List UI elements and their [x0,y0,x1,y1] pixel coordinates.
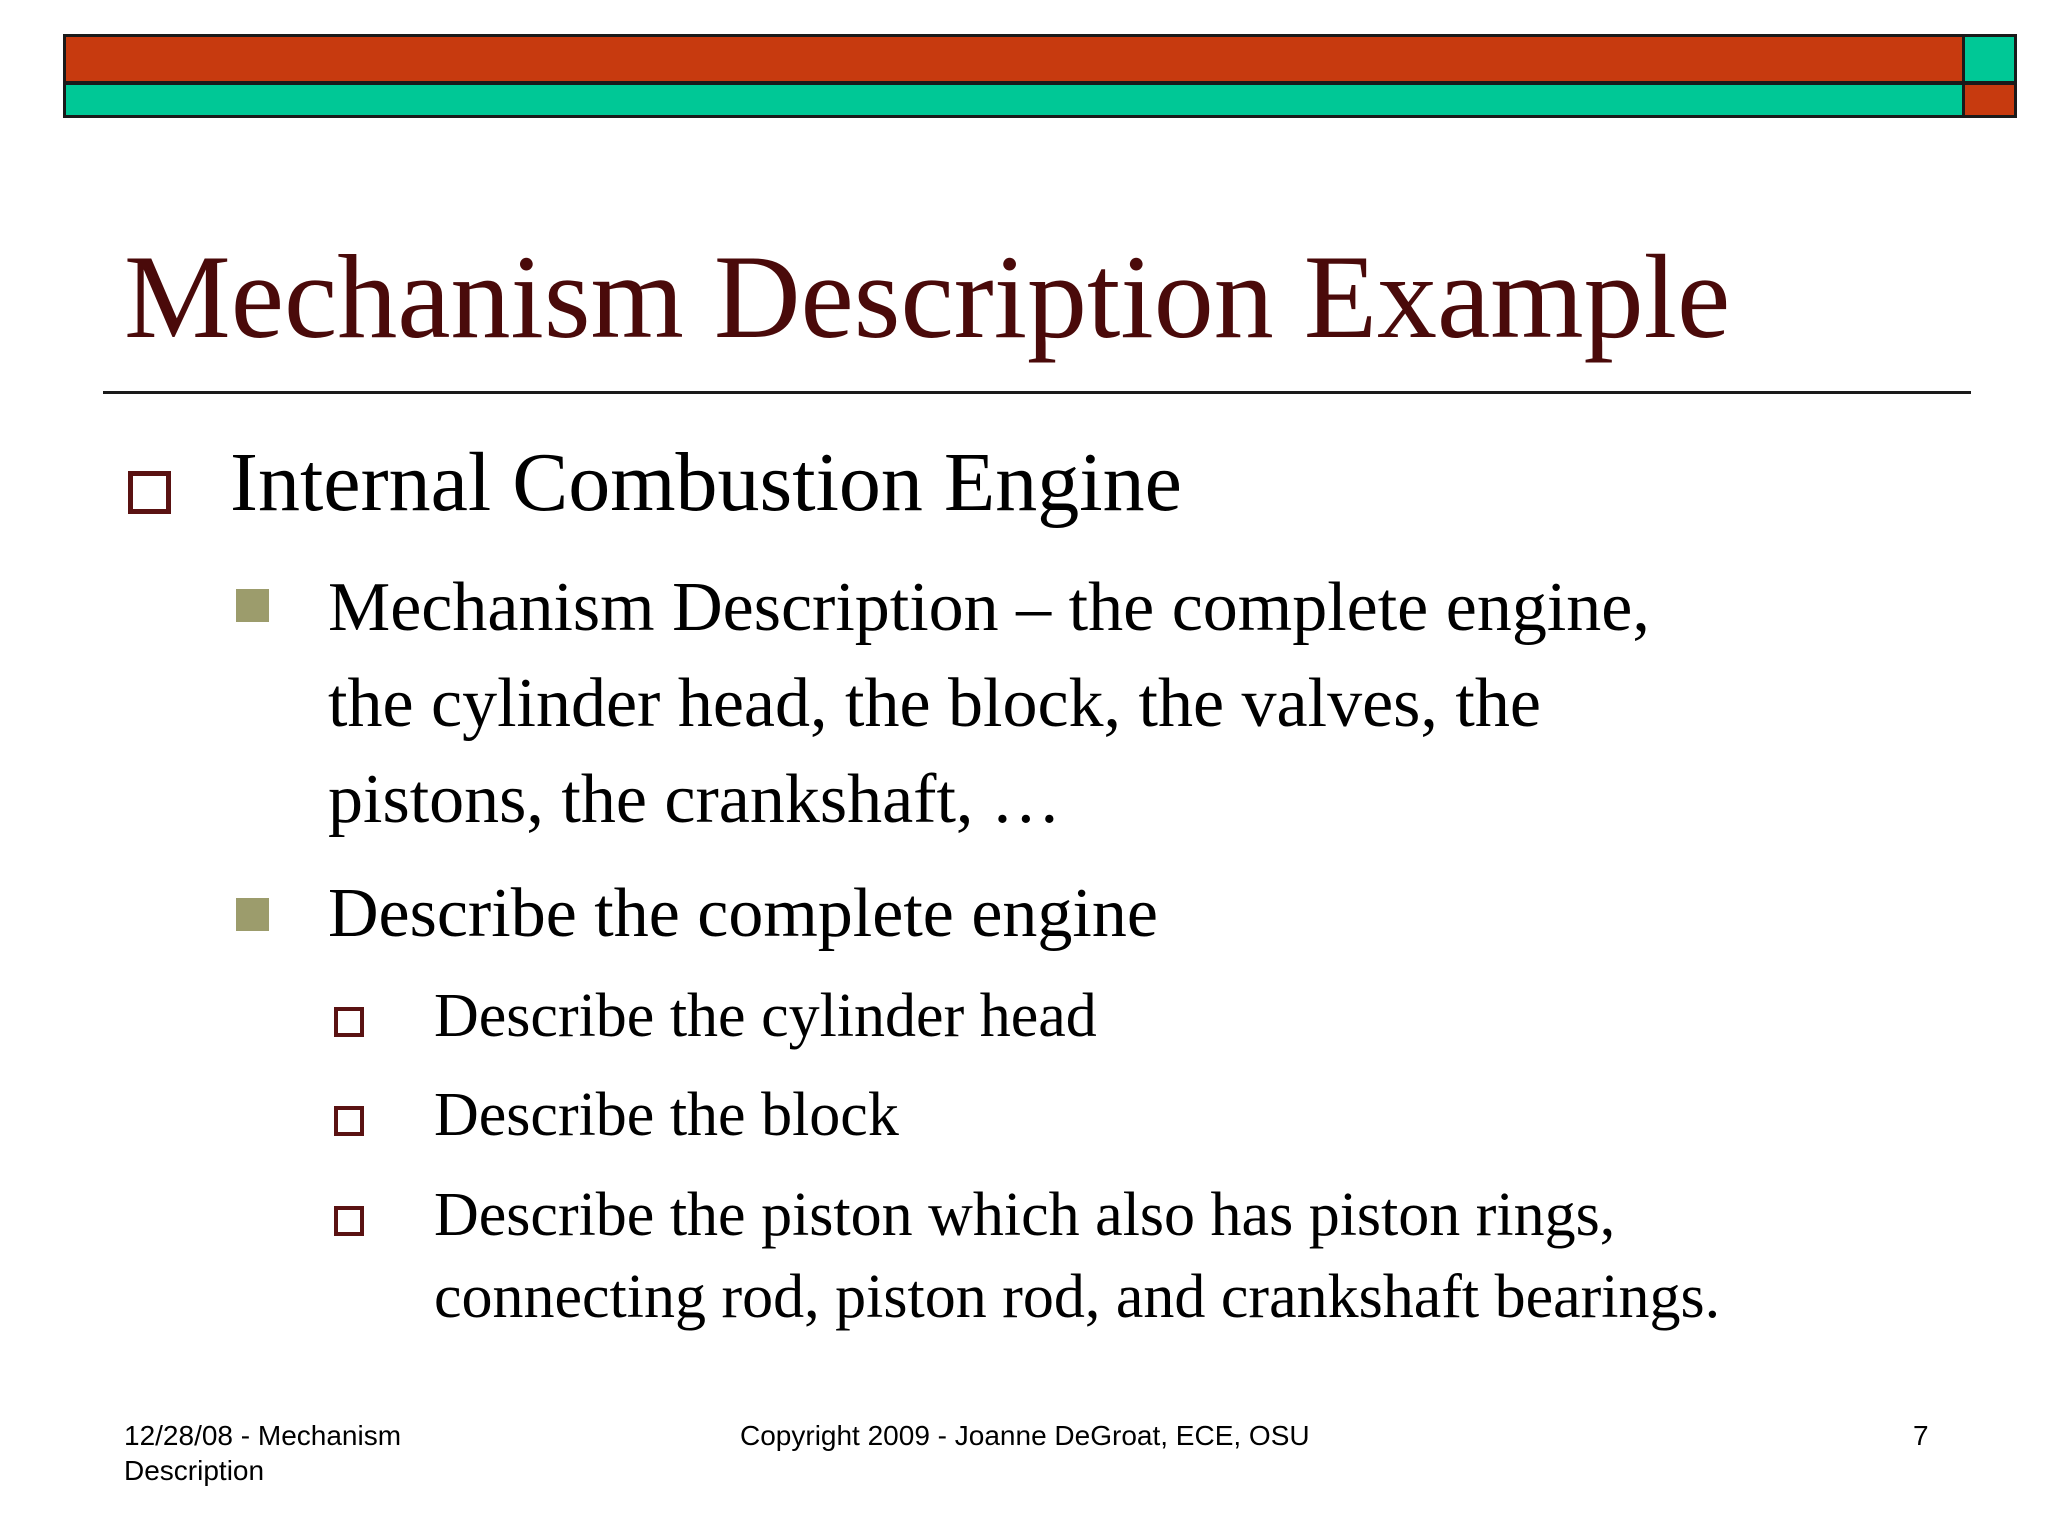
level3-item [434,975,1954,1057]
page-number: 7 [1913,1420,1929,1451]
footer-date-line: 12/28/08 - Mechanism [124,1420,402,1451]
slide-title: Mechanism Description Example [124,230,1731,363]
solid-square-icon [236,898,269,931]
header-square-green [1962,34,2017,84]
hollow-square-icon [334,1007,364,1037]
level3-item [434,1074,1954,1156]
hollow-square-icon [128,471,171,514]
solid-square-icon [236,589,269,622]
title-divider [103,391,1971,394]
level3-item [434,1174,1954,1338]
footer-date-line: Description [124,1455,265,1486]
header-band-green [63,82,1965,118]
footer-copyright: Copyright 2009 - Joanne DeGroat, ECE, OSU [740,1420,1310,1451]
level3-item-line: connecting rod, piston rod, and crankshaft bearings. [434,1263,1721,1331]
level3-item-line: Describe the piston which also has piston rings, [434,1181,1616,1249]
hollow-square-icon [334,1206,364,1236]
level3-item-line: Describe the block [434,1081,899,1149]
level2-item-line: pistons, the crankshaft, … [328,761,1061,838]
header-square-red [1962,82,2017,118]
level2-item-line: the cylinder head, the block, the valves, the [328,665,1541,742]
level2-item-line: Mechanism Description – the complete engine, [328,569,1650,646]
hollow-square-icon [334,1106,364,1136]
header-band-red [63,34,1965,84]
level1-item: Internal Combustion Engine [230,436,1182,529]
footer-date [124,1418,401,1488]
level2-item [328,560,1948,848]
level2-item [328,866,1948,962]
level2-item-line: Describe the complete engine [328,875,1158,952]
level3-item-line: Describe the cylinder head [434,982,1097,1050]
